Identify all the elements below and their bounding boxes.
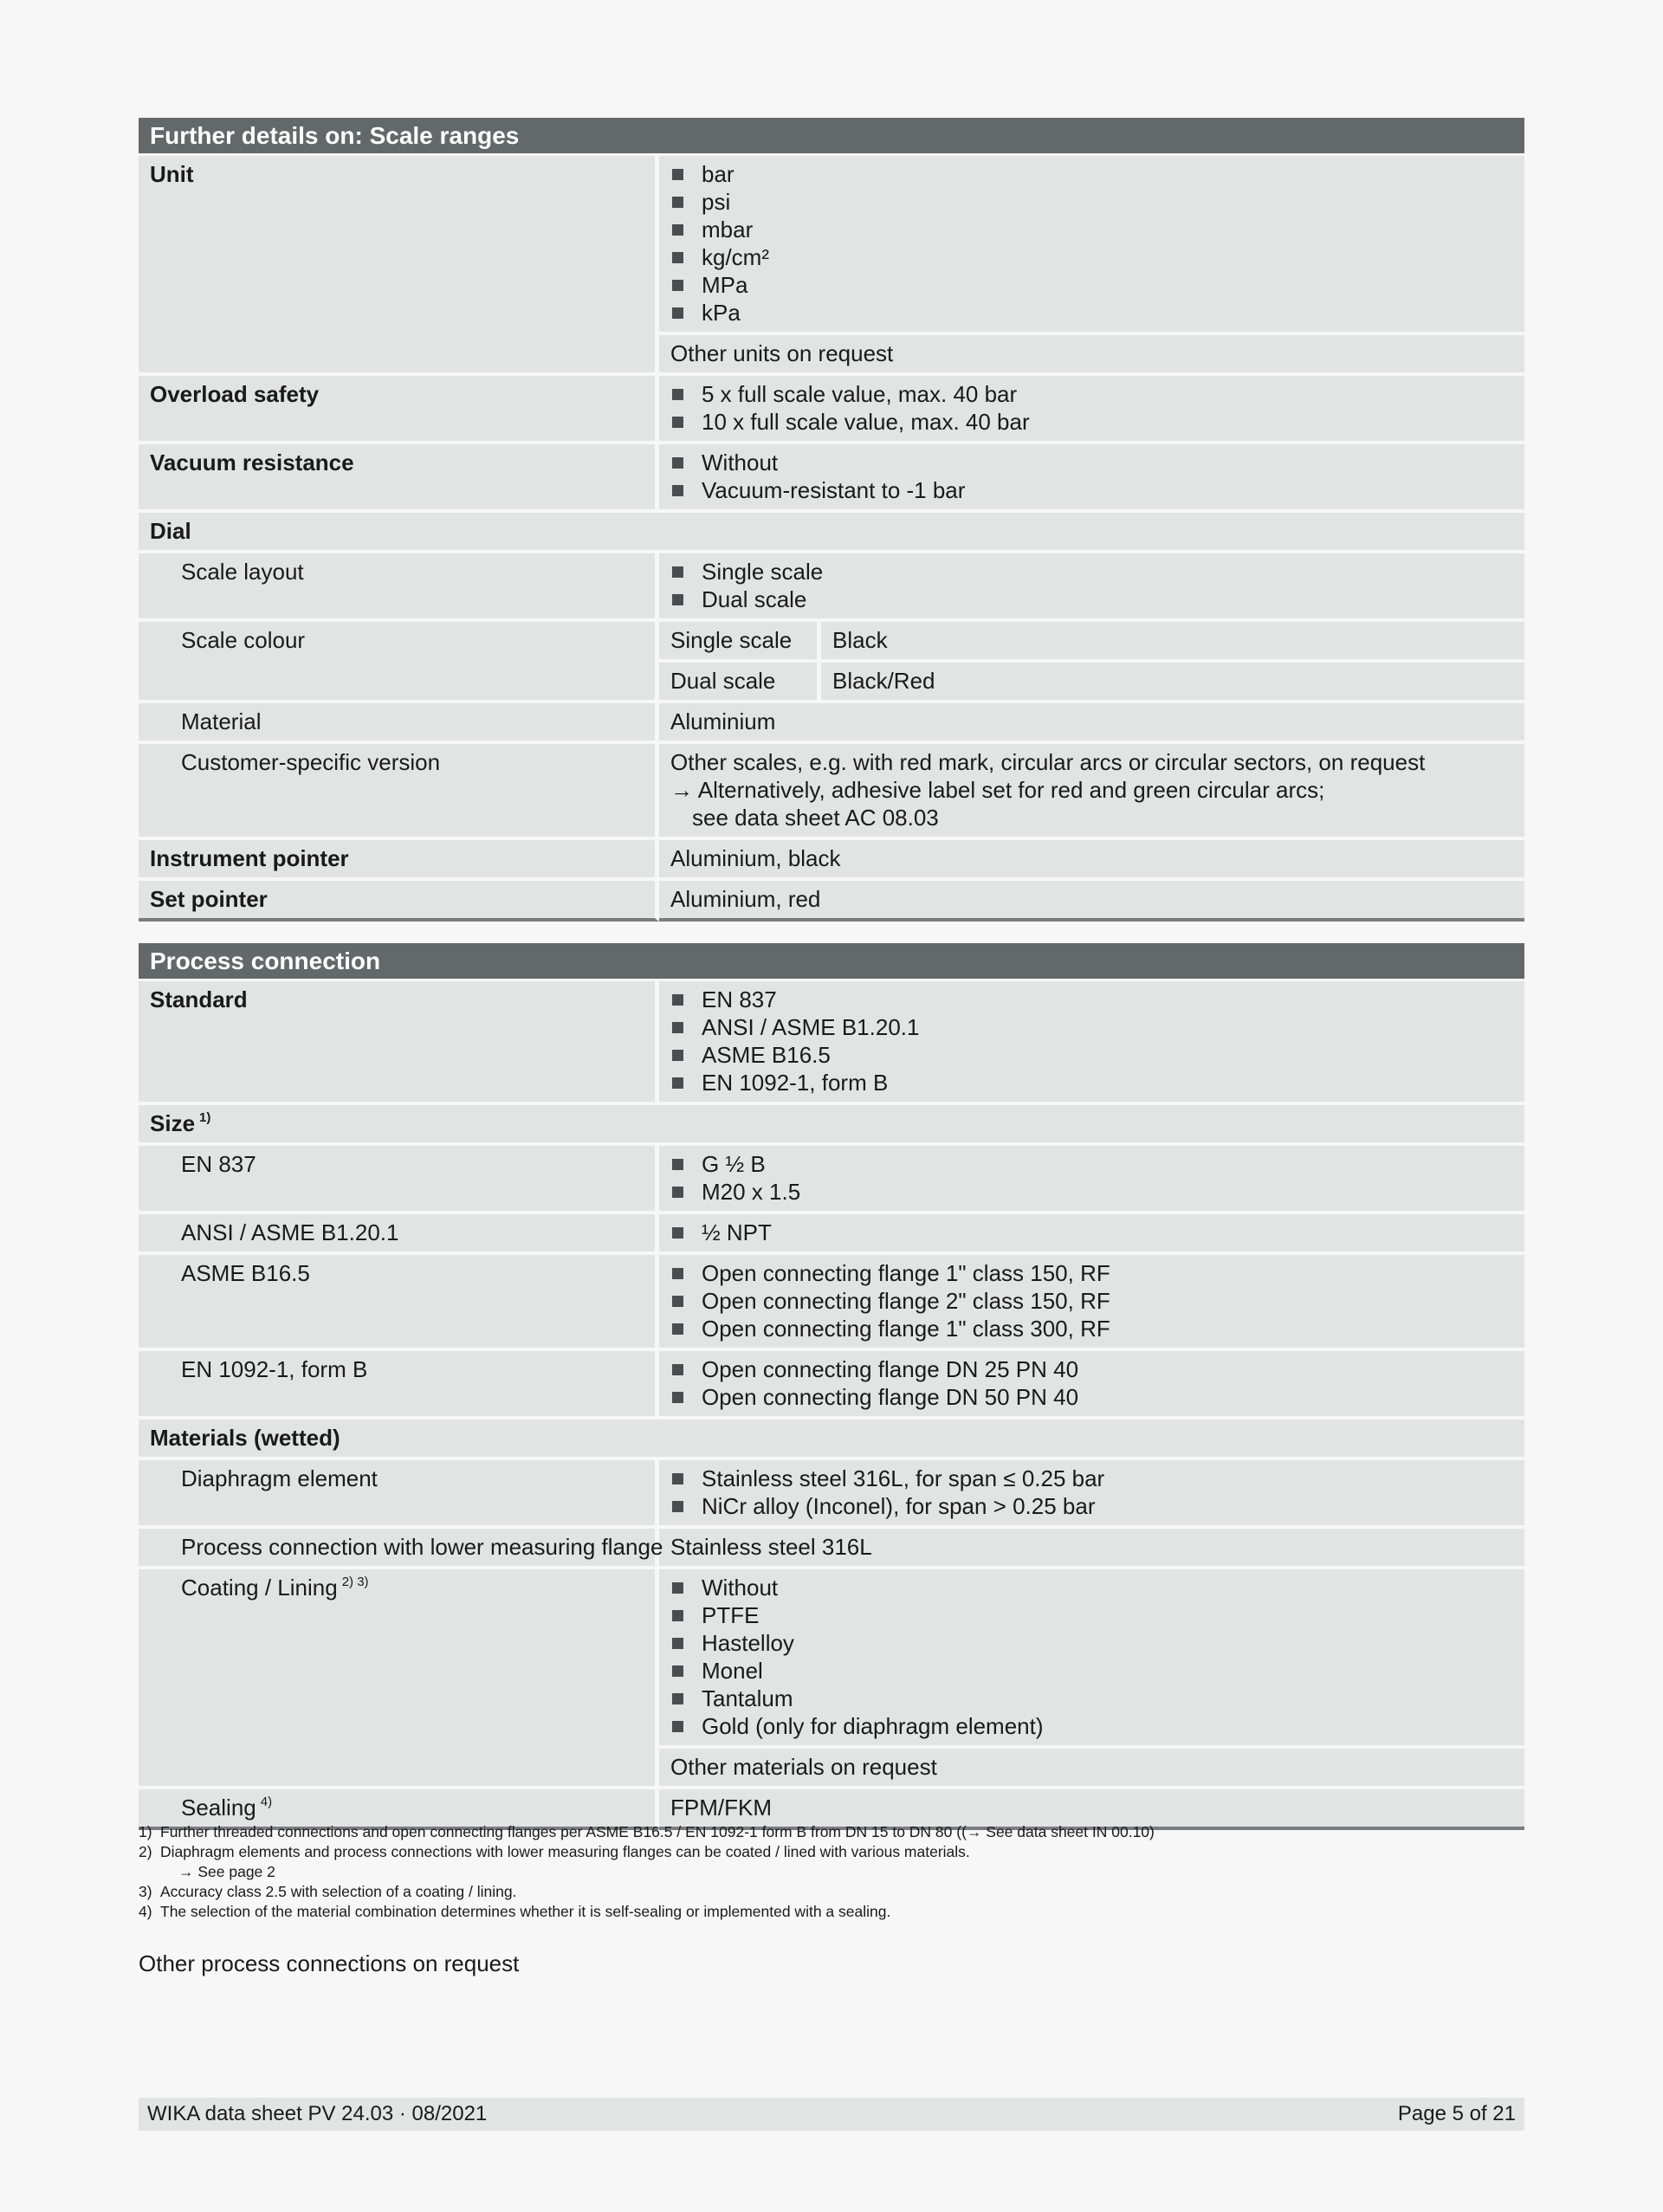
size-asme-list — [659, 1255, 1524, 1351]
unit-list — [659, 156, 1524, 335]
list-item: Dual scale — [670, 585, 1512, 613]
customer-version-text: Other scales, e.g. with red mark, circular arcs or circular sectors, on request — [670, 749, 1426, 775]
set-pointer-label: Set pointer — [139, 881, 659, 922]
vacuum-list — [659, 444, 1524, 513]
materials-label: Materials (wetted) — [139, 1420, 1524, 1460]
scale-colour-row-single — [659, 622, 1524, 663]
scale-layout-list — [659, 553, 1524, 622]
list-item: kg/cm² — [670, 243, 1512, 271]
overload-label: Overload safety — [139, 376, 659, 444]
coating-note: Other materials on request — [659, 1749, 1524, 1789]
list-item: Open connecting flange 1" class 150, RF — [670, 1259, 1512, 1287]
size-ansi-list — [659, 1214, 1524, 1255]
footnote-text — [160, 1842, 970, 1882]
scale-colour-label: Scale colour — [139, 622, 659, 703]
list-item: PTFE — [670, 1601, 1512, 1629]
list-item: kPa — [670, 299, 1512, 327]
list-item: ASME B16.5 — [670, 1041, 1512, 1069]
lower-flange-label: Process connection with lower measuring flange — [139, 1529, 659, 1569]
scale-layout-label: Scale layout — [139, 553, 659, 622]
size-en1092-label: EN 1092-1, form B — [139, 1351, 659, 1420]
coating-label — [139, 1569, 659, 1789]
size-en837-label: EN 837 — [139, 1146, 659, 1214]
list-item: Open connecting flange 1" class 300, RF — [670, 1315, 1512, 1342]
size-footnote-ref: 1) — [199, 1110, 211, 1125]
dial-label: Dial — [139, 513, 1524, 553]
list-item: NiCr alloy (Inconel), for span > 0.25 bar — [670, 1492, 1512, 1520]
scale-colour-type: Single scale — [659, 622, 819, 659]
list-item: EN 837 — [670, 986, 1512, 1013]
list-item: Tantalum — [670, 1685, 1512, 1712]
scale-colour-value: Black — [819, 622, 1525, 659]
standard-list — [659, 981, 1524, 1105]
footnote-text: Accuracy class 2.5 with selection of a coating / lining. — [160, 1883, 517, 1900]
standard-label: Standard — [139, 981, 659, 1105]
list-item: M20 x 1.5 — [670, 1178, 1512, 1206]
list-item: Without — [670, 449, 1512, 476]
list-item: psi — [670, 188, 1512, 216]
diaphragm-label: Diaphragm element — [139, 1460, 659, 1529]
list-item: Single scale — [670, 558, 1512, 585]
sealing-value: FPM/FKM — [659, 1789, 1524, 1830]
list-item: Gold (only for diaphragm element) — [670, 1712, 1512, 1740]
footnote — [139, 1902, 1524, 1922]
list-item: Vacuum-resistant to -1 bar — [670, 476, 1512, 504]
footnote — [139, 1822, 1524, 1842]
scale-colour-row-dual — [659, 663, 1524, 703]
footnote-text: Further threaded connections and open connecting flanges per ASME B16.5 / EN 1092-1 form B from DN 15 to DN 80 ((→ See data sheet IN 00.10) — [160, 1823, 1155, 1840]
scale-ranges-heading: Further details on: Scale ranges — [139, 118, 1524, 156]
list-item: Without — [670, 1574, 1512, 1601]
scale-ranges-table — [139, 118, 1524, 922]
unit-label: Unit — [139, 156, 659, 376]
list-item: Open connecting flange DN 25 PN 40 — [670, 1355, 1512, 1383]
list-item: 5 x full scale value, max. 40 bar — [670, 380, 1512, 408]
list-item: Open connecting flange DN 50 PN 40 — [670, 1383, 1512, 1411]
size-label — [139, 1105, 1524, 1146]
vacuum-label: Vacuum resistance — [139, 444, 659, 513]
process-connection-heading: Process connection — [139, 943, 1524, 981]
footnote-text-line: Diaphragm elements and process connections with lower measuring flanges can be coated / lined with various materials. — [160, 1843, 970, 1860]
size-en1092-list — [659, 1351, 1524, 1420]
size-label-text: Size — [150, 1110, 196, 1136]
list-item: Monel — [670, 1657, 1512, 1685]
footnote-text-line: → See page 2 — [178, 1863, 275, 1880]
instrument-pointer-value: Aluminium, black — [659, 840, 1524, 881]
scale-colour-type: Dual scale — [659, 663, 819, 700]
process-connection-table — [139, 943, 1524, 1830]
list-item: Open connecting flange 2" class 150, RF — [670, 1287, 1512, 1315]
overload-list — [659, 376, 1524, 444]
list-item: Stainless steel 316L, for span ≤ 0.25 bar — [670, 1465, 1512, 1492]
footnotes — [139, 1822, 1524, 1922]
list-item: bar — [670, 160, 1512, 188]
list-item: ANSI / ASME B1.20.1 — [670, 1013, 1512, 1041]
lower-flange-value: Stainless steel 316L — [659, 1529, 1524, 1569]
sealing-label-text: Sealing — [181, 1795, 256, 1821]
customer-version-label: Customer-specific version — [139, 744, 659, 840]
customer-version-value — [659, 744, 1524, 840]
material-value: Aluminium — [659, 703, 1524, 744]
customer-version-alt: → Alternatively, adhesive label set for red and green circular arcs; — [670, 777, 1325, 803]
sealing-footnote-ref: 4) — [260, 1795, 273, 1809]
instrument-pointer-label: Instrument pointer — [139, 840, 659, 881]
set-pointer-value: Aluminium, red — [659, 881, 1524, 922]
footnote-number: 1) — [139, 1823, 152, 1840]
list-item: Hastelloy — [670, 1629, 1512, 1657]
footnote-text: The selection of the material combination determines whether it is self-sealing or implemented with a sealing. — [160, 1903, 891, 1920]
diaphragm-list — [659, 1460, 1524, 1529]
size-ansi-label: ANSI / ASME B1.20.1 — [139, 1214, 659, 1255]
customer-version-ref: see data sheet AC 08.03 — [692, 805, 939, 831]
list-item: mbar — [670, 216, 1512, 243]
footnote-number: 4) — [139, 1903, 152, 1920]
size-en837-list — [659, 1146, 1524, 1214]
coating-footnote-ref: 2) 3) — [341, 1575, 369, 1589]
list-item: ½ NPT — [670, 1219, 1512, 1246]
list-item: EN 1092-1, form B — [670, 1069, 1512, 1096]
footnote-number: 2) — [139, 1843, 152, 1860]
coating-list — [659, 1569, 1524, 1749]
unit-note: Other units on request — [659, 335, 1524, 376]
other-connections-note: Other process connections on request — [139, 1950, 520, 1976]
footnote-number: 3) — [139, 1883, 152, 1900]
size-asme-label: ASME B16.5 — [139, 1255, 659, 1351]
list-item: G ½ B — [670, 1150, 1512, 1178]
footer-page-number: Page 5 of 21 — [1397, 2102, 1516, 2125]
material-label: Material — [139, 703, 659, 744]
footnote — [139, 1882, 1524, 1902]
scale-colour-value: Black/Red — [819, 663, 1525, 700]
footnote — [139, 1842, 1524, 1882]
list-item: 10 x full scale value, max. 40 bar — [670, 408, 1512, 436]
list-item: MPa — [670, 271, 1512, 299]
coating-label-text: Coating / Lining — [181, 1575, 338, 1601]
footer-document-ref: WIKA data sheet PV 24.03 · 08/2021 — [147, 2102, 488, 2125]
page-footer — [139, 2098, 1524, 2131]
